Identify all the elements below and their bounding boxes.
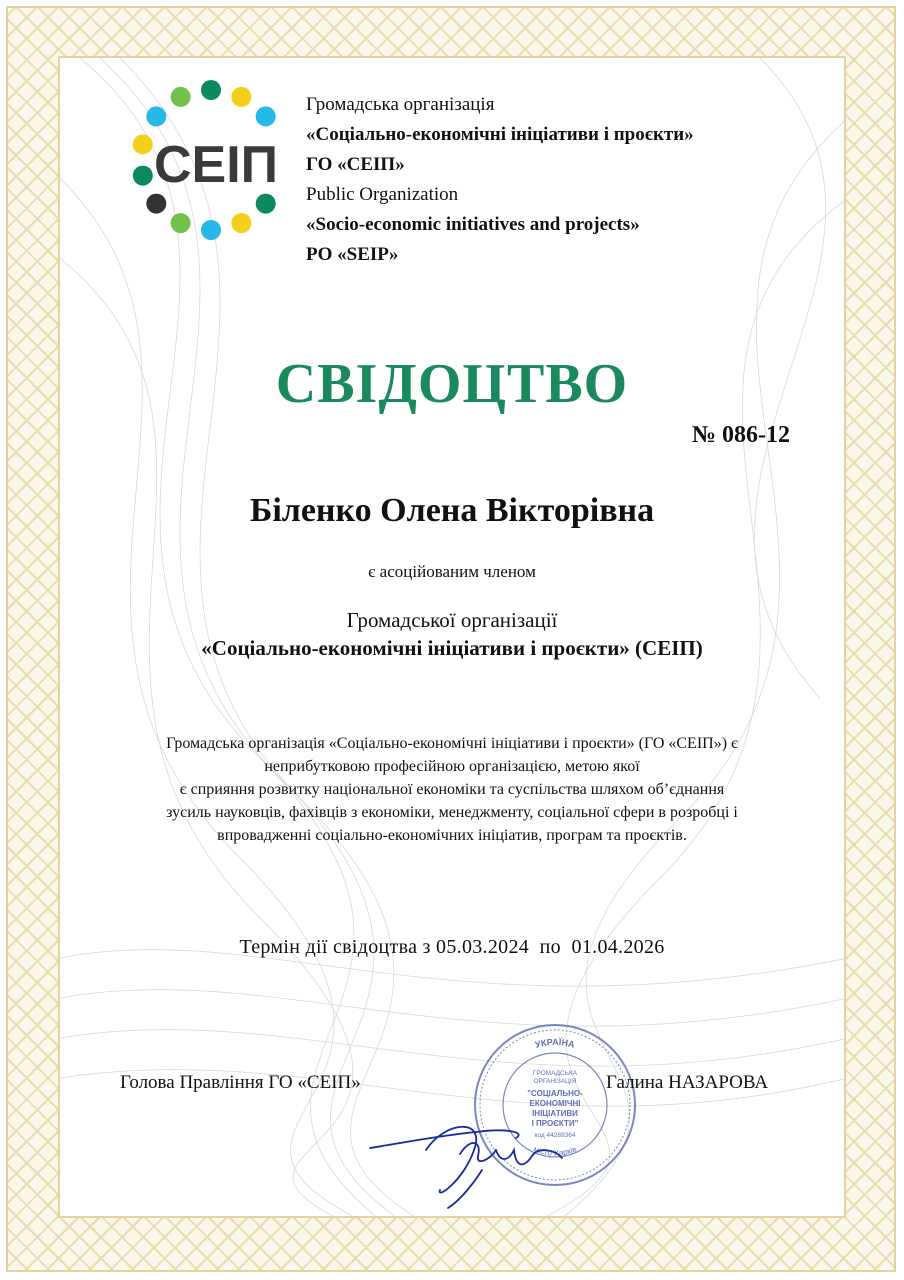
logo-dot: [146, 106, 166, 126]
logo-dot: [256, 106, 276, 126]
holder-name: Біленко Олена Вікторівна: [249, 492, 655, 529]
logo: [126, 78, 296, 248]
stamp-line6: І ПРОЄКТИ": [531, 1119, 579, 1128]
handwritten-signature: [366, 1110, 576, 1210]
header-en-line3: PO «SEIP»: [306, 244, 399, 265]
stamp-line3: "СОЦІАЛЬНО-: [527, 1089, 583, 1098]
logo-dot: [171, 87, 191, 107]
validity-term: Термін дії свідоцтва з 05.03.2024 по 01.04.2026: [239, 936, 665, 958]
stamp-outer-bottom: місто Харків: [532, 1144, 578, 1158]
description-line: Громадська організація «Соціально-економічні ініціативи і проєкти» (ГО «СЕІП») є: [166, 735, 738, 752]
description-line: є сприяння розвитку національної економіки та суспільства шляхом об’єднання: [179, 781, 725, 798]
certificate-number: № 086-12: [691, 422, 790, 448]
stamp-line2: ОРГАНІЗАЦІЯ: [533, 1078, 577, 1085]
logo-dot: [133, 134, 153, 154]
stamp-line5: ІНІЦІАТИВИ: [532, 1109, 578, 1118]
org-line2: «Соціально-економічні ініціативи і проєкти» (СЕІП): [201, 636, 703, 660]
organization-header: [306, 90, 694, 270]
logo-dot: [231, 213, 251, 233]
header-ua-line2: «Соціально-економічні ініціативи і проєкти»: [306, 124, 694, 145]
logo-dot: [231, 87, 251, 107]
logo-dot: [133, 166, 153, 186]
membership-text: є асоційованим членом: [368, 562, 536, 581]
signer-position: Голова Правління ГО «СЕІП»: [120, 1072, 361, 1093]
stamp-outer-top: УКРАЇНА: [534, 1036, 576, 1050]
logo-dot: [201, 80, 221, 100]
header-ua-line1: Громадська організація: [306, 94, 495, 115]
description: [112, 732, 792, 847]
logo-wordmark: СЕІП: [154, 136, 279, 194]
logo-dot: [256, 194, 276, 214]
stamp-line4: ЕКОНОМІЧНІ: [529, 1099, 581, 1108]
description-line: зусиль науковців, фахівців з економіки, менеджменту, соціальної сфери в розробці і: [166, 804, 738, 821]
logo-dot: [146, 194, 166, 214]
header-ua-line3: ГО «СЕІП»: [306, 154, 405, 175]
svg-text:УКРАЇНА: [534, 1037, 576, 1050]
org-line1: Громадської організації: [346, 608, 558, 632]
stamp-line1: ГРОМАДСЬКА: [532, 1070, 578, 1077]
certificate-title: СВІДОЦТВО: [275, 353, 629, 415]
signer-name: Галина НАЗАРОВА: [606, 1072, 769, 1093]
description-line: впровадженні соціально-економічних ініціатив, програм та проєктів.: [217, 827, 687, 844]
description-line: неприбутковою професійною організацією, метою якої: [264, 758, 640, 775]
logo-dot: [171, 213, 191, 233]
logo-dot: [201, 220, 221, 240]
stamp-code: код 44289364: [534, 1132, 576, 1139]
header-en-line1: Public Organization: [306, 184, 459, 205]
header-en-line2: «Socio-economic initiatives and projects»: [306, 214, 640, 235]
